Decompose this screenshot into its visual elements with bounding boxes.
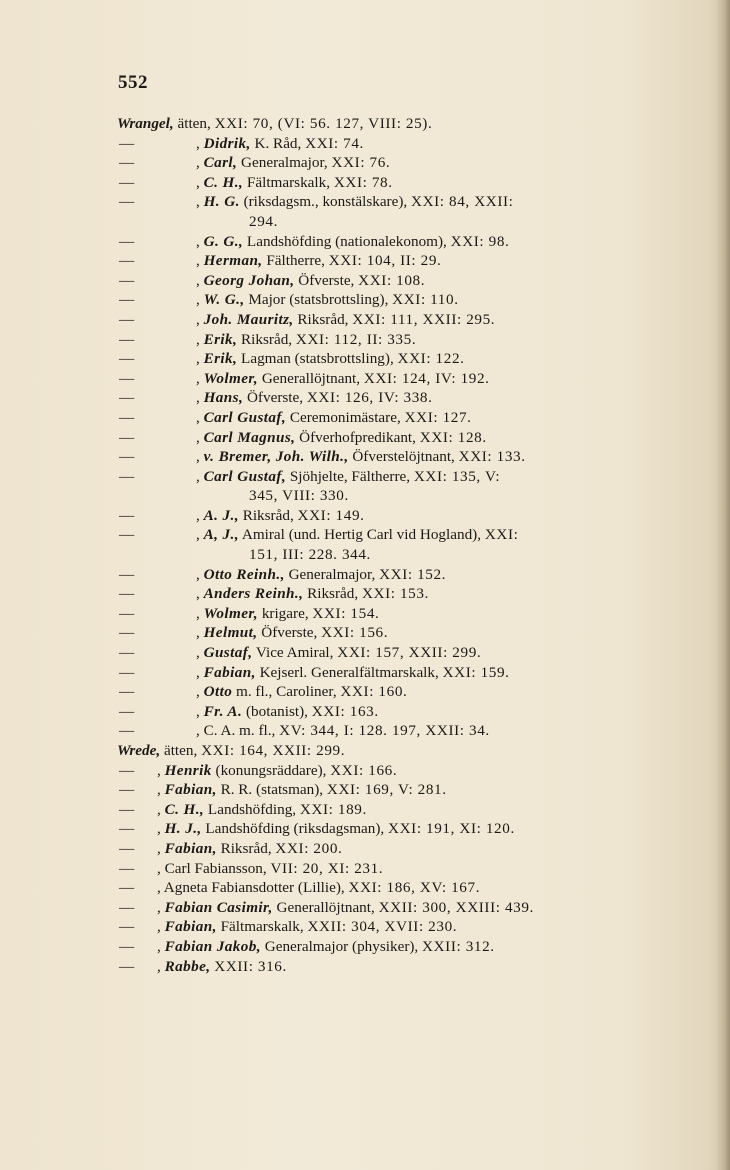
entry-line: — , A, J., Amiral (und. Hertig Carl vid Hogland), XXI: bbox=[119, 526, 519, 544]
index-entry bbox=[117, 506, 670, 526]
index-entry bbox=[117, 271, 670, 291]
index-entry bbox=[117, 369, 670, 389]
person-description: ätten, bbox=[177, 115, 211, 132]
volume-references: XV: 344, I: 128. 197, XXII: 34. bbox=[279, 722, 490, 740]
ditto-dash: — bbox=[119, 526, 135, 544]
entry-line: — , W. G., Major (statsbrottsling), XXI: 110. bbox=[119, 291, 459, 309]
person-description: Generalmajor, bbox=[288, 565, 376, 583]
person-name: Otto Reinh., bbox=[203, 565, 285, 583]
ditto-dash: — bbox=[119, 879, 135, 897]
index-entry bbox=[117, 682, 670, 702]
volume-references: XXI: 124, IV: 192. bbox=[363, 369, 490, 387]
person-description: Sjöhjelte, Fältherre, bbox=[289, 467, 411, 485]
entry-line: — , Otto m. fl., Caroliner, XXI: 160. bbox=[119, 683, 408, 701]
index-entry-family bbox=[117, 114, 670, 134]
person-description: Kejserl. Generalfältmarskalk, bbox=[259, 663, 439, 681]
volume-references: XXI: 186, XV: 167. bbox=[348, 879, 481, 897]
volume-references: XXI: 110. bbox=[392, 291, 459, 309]
person-name: Henrik bbox=[164, 761, 212, 779]
entry-line: — , Fabian, Riksråd, XXI: 200. bbox=[119, 839, 343, 857]
index-entry bbox=[117, 232, 670, 252]
entry-line: — , C. H., Landshöfding, XXI: 189. bbox=[119, 800, 367, 818]
person-name: Didrik, bbox=[203, 134, 251, 152]
entry-line: — , Henrik (konungsräddare), XXI: 166. bbox=[119, 761, 398, 779]
person-name: A. J., bbox=[203, 506, 239, 524]
person-description: K. Råd, bbox=[254, 134, 302, 152]
person-name: Joh. Mauritz, bbox=[203, 310, 294, 328]
person-name: Herman, bbox=[203, 252, 263, 270]
person-name: Carl Gustaf, bbox=[203, 408, 287, 426]
ditto-dash: — bbox=[119, 839, 135, 857]
entry-line: — , Didrik, K. Råd, XXI: 74. bbox=[119, 134, 364, 152]
person-description: Fältmarskalk, bbox=[246, 173, 331, 191]
entry-line: — , H. J., Landshöfding (riksdagsman), XXI: 191, XI: 120. bbox=[119, 820, 515, 838]
ditto-dash: — bbox=[119, 252, 135, 270]
person-description: Riksråd, bbox=[307, 585, 359, 603]
volume-references: XXI: 108. bbox=[358, 271, 426, 289]
index-entry bbox=[117, 290, 670, 310]
ditto-dash: — bbox=[119, 193, 135, 211]
entry-line: — , v. Bremer, Joh. Wilh., Öfverstelöjtnant, XXI: 133. bbox=[119, 448, 526, 466]
person-description: Öfverste, bbox=[298, 271, 355, 289]
entry-line: — , A. J., Riksråd, XXI: 149. bbox=[119, 506, 365, 524]
person-name: A, J., bbox=[203, 526, 239, 544]
person-name: Fabian, bbox=[164, 781, 217, 799]
index-entry bbox=[117, 604, 670, 624]
entry-line: — , C. A. m. fl., XV: 344, I: 128. 197, XXII: 34. bbox=[119, 722, 490, 740]
person-name: Fabian Jakob, bbox=[164, 937, 261, 955]
volume-references: XXI: bbox=[484, 526, 519, 544]
volume-references: XXI: 133. bbox=[458, 448, 526, 466]
ditto-dash: — bbox=[119, 173, 135, 191]
index-entry bbox=[117, 447, 670, 467]
family-name: Wrangel, bbox=[117, 115, 174, 132]
entry-line: — , Rabbe, XXII: 316. bbox=[119, 957, 287, 975]
volume-references: XXI: 149. bbox=[297, 506, 365, 524]
person-name: Anders Reinh., bbox=[203, 585, 304, 603]
entry-line: — , Fabian, R. R. (statsman), XXI: 169, V: 281. bbox=[119, 781, 447, 799]
ditto-dash: — bbox=[119, 428, 135, 446]
index-entry bbox=[117, 251, 670, 271]
volume-references: XXI: 128. bbox=[419, 428, 487, 446]
person-description: Öfverhofpredikant, bbox=[299, 428, 416, 446]
person-name: Wolmer, bbox=[203, 604, 259, 622]
volume-references: XXI: 169, V: 281. bbox=[326, 781, 447, 799]
index-entry bbox=[117, 859, 670, 879]
person-description: Amiral (und. Hertig Carl vid Hogland), bbox=[241, 526, 482, 544]
entry-line: — , Fabian Casimir, Generallöjtnant, XXII: 300, XXIII: 439. bbox=[119, 898, 534, 916]
ditto-dash: — bbox=[119, 330, 135, 348]
index-entry bbox=[117, 761, 670, 781]
person-description: C. A. m. fl., bbox=[203, 722, 276, 740]
entry-line: — , Gustaf, Vice Amiral, XXI: 157, XXII: 299. bbox=[119, 644, 482, 662]
volume-references: XXI: 84, XXII: bbox=[411, 193, 514, 211]
entry-line: — , Agneta Fabiansdotter (Lillie), XXI: 186, XV: 167. bbox=[119, 879, 481, 897]
person-name: Gustaf, bbox=[203, 644, 253, 662]
volume-references-continued: 345, VIII: 330. bbox=[249, 487, 349, 505]
person-description: Riksråd, bbox=[220, 839, 272, 857]
volume-references: XXI: 189. bbox=[299, 800, 367, 818]
person-description: (konungsräddare), bbox=[215, 761, 327, 779]
ditto-dash: — bbox=[119, 565, 135, 583]
ditto-dash: — bbox=[119, 918, 135, 936]
entry-line: — , Carl Gustaf, Ceremonimästare, XXI: 127. bbox=[119, 408, 472, 426]
person-description: Landshöfding (riksdagsman), bbox=[205, 820, 385, 838]
entry-line: — , G. G., Landshöfding (nationalekonom), XXI: 98. bbox=[119, 232, 510, 250]
entry-line: — , H. G. (riksdagsm., konstälskare), XXI: 84, XXII: bbox=[119, 193, 514, 211]
person-name: H. J., bbox=[164, 820, 202, 838]
entry-line: — , Otto Reinh., Generalmajor, XXI: 152. bbox=[119, 565, 447, 583]
ditto-dash: — bbox=[119, 800, 135, 818]
volume-references: XXI: 166. bbox=[330, 761, 398, 779]
person-description: m. fl., Caroliner, bbox=[236, 683, 337, 701]
volume-references: XXI: 200. bbox=[275, 839, 343, 857]
ditto-dash: — bbox=[119, 702, 135, 720]
person-description: Lagman (statsbrottsling), bbox=[241, 350, 394, 368]
person-name: G. G., bbox=[203, 232, 244, 250]
person-name: C. H., bbox=[203, 173, 244, 191]
volume-references: XXII: 304, XVII: 230. bbox=[307, 918, 458, 936]
entry-line bbox=[117, 114, 670, 134]
volume-references: XXI: 160. bbox=[340, 683, 408, 701]
volume-references: XXI: 191, XI: 120. bbox=[388, 820, 515, 838]
person-description: Öfverste, bbox=[261, 624, 318, 642]
volume-references: XXI: 159. bbox=[442, 663, 510, 681]
person-description: (riksdagsm., konstälskare), bbox=[243, 193, 408, 211]
ditto-dash: — bbox=[119, 604, 135, 622]
person-name: Carl Magnus, bbox=[203, 428, 296, 446]
volume-references: XXI: 157, XXII: 299. bbox=[337, 644, 482, 662]
index-entry bbox=[117, 878, 670, 898]
index-entry bbox=[117, 408, 670, 428]
person-name: Hans, bbox=[203, 389, 244, 407]
ditto-dash: — bbox=[119, 722, 135, 740]
person-name: Carl Gustaf, bbox=[203, 467, 287, 485]
volume-references: XXI: 153. bbox=[361, 585, 429, 603]
ditto-dash: — bbox=[119, 408, 135, 426]
entry-line: — , Helmut, Öfverste, XXI: 156. bbox=[119, 624, 389, 642]
ditto-dash: — bbox=[119, 271, 135, 289]
volume-references: XXI: 135, V: bbox=[413, 467, 501, 485]
index-entry bbox=[117, 898, 670, 918]
index-entry bbox=[117, 173, 670, 193]
volume-references: XXI: 156. bbox=[321, 624, 389, 642]
index-entry bbox=[117, 623, 670, 643]
ditto-dash: — bbox=[119, 644, 135, 662]
person-name: Fabian, bbox=[164, 918, 217, 936]
volume-references: XXII: 300, XXIII: 439. bbox=[378, 898, 534, 916]
person-description: Agneta Fabiansdotter (Lillie), bbox=[163, 879, 345, 897]
ditto-dash: — bbox=[119, 291, 135, 309]
ditto-dash: — bbox=[119, 350, 135, 368]
person-name: Fabian, bbox=[203, 663, 256, 681]
person-description: Öfverste, bbox=[246, 389, 304, 407]
ditto-dash: — bbox=[119, 134, 135, 152]
ditto-dash: — bbox=[119, 781, 135, 799]
ditto-dash: — bbox=[119, 448, 135, 466]
ditto-dash: — bbox=[119, 154, 135, 172]
entry-line: — , Carl Magnus, Öfverhofpredikant, XXI: 128. bbox=[119, 428, 487, 446]
page-number: 552 bbox=[118, 72, 148, 93]
index-entry bbox=[117, 702, 670, 722]
ditto-dash: — bbox=[119, 389, 135, 407]
entry-line: — , Fr. A. (botanist), XXI: 163. bbox=[119, 702, 379, 720]
entry-line: — , Anders Reinh., Riksråd, XXI: 153. bbox=[119, 585, 429, 603]
index-entry bbox=[117, 565, 670, 585]
index-entry bbox=[117, 643, 670, 663]
entry-line: — , Erik, Lagman (statsbrottsling), XXI: 122. bbox=[119, 350, 465, 368]
entry-line: — , Hans, Öfverste, XXI: 126, IV: 338. bbox=[119, 389, 433, 407]
person-name: Carl, bbox=[203, 154, 238, 172]
index-entry bbox=[117, 525, 670, 564]
volume-references: XXI: 126, IV: 338. bbox=[306, 389, 433, 407]
person-description: Generallöjtnant, bbox=[276, 898, 375, 916]
ditto-dash: — bbox=[119, 898, 135, 916]
person-description: (botanist), bbox=[245, 702, 308, 720]
ditto-dash: — bbox=[119, 506, 135, 524]
volume-references: XXI: 104, II: 29. bbox=[328, 252, 442, 270]
index-entry bbox=[117, 917, 670, 937]
index-entry bbox=[117, 134, 670, 154]
entry-line: — , Georg Johan, Öfverste, XXI: 108. bbox=[119, 271, 426, 289]
person-description: Riksråd, bbox=[297, 310, 349, 328]
entry-line: — , Joh. Mauritz, Riksråd, XXI: 111, XXII: 295. bbox=[119, 310, 496, 328]
index-entry bbox=[117, 349, 670, 369]
ditto-dash: — bbox=[119, 937, 135, 955]
person-description: R. R. (statsman), bbox=[220, 781, 324, 799]
index-entry bbox=[117, 330, 670, 350]
person-name: C. H., bbox=[164, 800, 205, 818]
entry-line: — , Wolmer, Generallöjtnant, XXI: 124, IV: 192. bbox=[119, 369, 490, 387]
volume-references: XXI: 127. bbox=[404, 408, 472, 426]
person-description: Ceremonimästare, bbox=[289, 408, 401, 426]
volume-references: XXI: 98. bbox=[450, 232, 510, 250]
index-entry bbox=[117, 153, 670, 173]
entry-line: — , C. H., Fältmarskalk, XXI: 78. bbox=[119, 173, 393, 191]
index-entry bbox=[117, 192, 670, 231]
volume-references-continued: 151, III: 228. 344. bbox=[249, 546, 371, 564]
entry-line: — , Herman, Fältherre, XXI: 104, II: 29. bbox=[119, 252, 442, 270]
volume-references: XXI: 152. bbox=[379, 565, 447, 583]
index-entry bbox=[117, 584, 670, 604]
volume-references: XXI: 163. bbox=[311, 702, 379, 720]
entry-line: — , Fabian, Fältmarskalk, XXII: 304, XVII: 230. bbox=[119, 918, 458, 936]
index-entry bbox=[117, 428, 670, 448]
ditto-dash: — bbox=[119, 820, 135, 838]
ditto-dash: — bbox=[119, 624, 135, 642]
index-entry bbox=[117, 937, 670, 957]
index-entry bbox=[117, 800, 670, 820]
person-description: Carl Fabiansson, bbox=[164, 859, 267, 877]
volume-references: XXI: 122. bbox=[397, 350, 465, 368]
person-name: Erik, bbox=[203, 330, 238, 348]
person-name: Rabbe, bbox=[164, 957, 211, 975]
volume-references: XXI: 154. bbox=[312, 604, 380, 622]
index-entry bbox=[117, 467, 670, 506]
index-entry bbox=[117, 388, 670, 408]
volume-references: XXI: 74. bbox=[305, 134, 364, 152]
entry-line: — , Erik, Riksråd, XXI: 112, II: 335. bbox=[119, 330, 417, 348]
person-description: Öfverstelöjtnant, bbox=[352, 448, 455, 466]
index-entry bbox=[117, 780, 670, 800]
volume-references-continued: 294. bbox=[249, 212, 278, 230]
index-entry-family bbox=[117, 741, 670, 761]
ditto-dash: — bbox=[119, 761, 135, 779]
person-description: Generallöjtnant, bbox=[261, 369, 361, 387]
ditto-dash: — bbox=[119, 957, 135, 975]
person-description: krigare, bbox=[261, 604, 309, 622]
entry-line: — , Carl, Generalmajor, XXI: 76. bbox=[119, 154, 391, 172]
index-entry bbox=[117, 839, 670, 859]
person-name: H. G. bbox=[203, 193, 240, 211]
family-name: Wrede, bbox=[117, 742, 161, 759]
person-description: Fältherre, bbox=[266, 252, 325, 270]
person-description: Riksråd, bbox=[242, 506, 294, 524]
person-description: Generalmajor, bbox=[241, 154, 328, 172]
volume-references: XXI: 70, (VI: 56. 127, VIII: 25). bbox=[214, 115, 433, 132]
entry-line: — , Carl Gustaf, Sjöhjelte, Fältherre, XXI: 135, V: bbox=[119, 467, 501, 485]
volume-references: XXII: 316. bbox=[214, 957, 287, 975]
volume-references: XXII: 312. bbox=[422, 937, 495, 955]
person-description: Riksråd, bbox=[241, 330, 293, 348]
ditto-dash: — bbox=[119, 369, 135, 387]
volume-references: XXI: 164, XXII: 299. bbox=[201, 742, 346, 759]
entry-line: — , Wolmer, krigare, XXI: 154. bbox=[119, 604, 380, 622]
person-description: Landshöfding, bbox=[207, 800, 297, 818]
entry-line: — , Fabian, Kejserl. Generalfältmarskalk, XXI: 159. bbox=[119, 663, 510, 681]
index-entries bbox=[117, 114, 670, 976]
index-entry bbox=[117, 819, 670, 839]
index-entry bbox=[117, 721, 670, 741]
ditto-dash: — bbox=[119, 467, 135, 485]
entry-line: — , Carl Fabiansson, VII: 20, XI: 231. bbox=[119, 859, 384, 877]
ditto-dash: — bbox=[119, 585, 135, 603]
ditto-dash: — bbox=[119, 859, 135, 877]
volume-references: XXI: 111, XXII: 295. bbox=[352, 310, 496, 328]
index-entry bbox=[117, 663, 670, 683]
index-entry bbox=[117, 310, 670, 330]
person-name: Fr. A. bbox=[203, 702, 243, 720]
person-name: Erik, bbox=[203, 350, 238, 368]
person-name: v. Bremer, Joh. Wilh., bbox=[203, 448, 349, 466]
volume-references: VII: 20, XI: 231. bbox=[270, 859, 384, 877]
person-name: Otto bbox=[203, 683, 233, 701]
ditto-dash: — bbox=[119, 663, 135, 681]
volume-references: XXI: 112, II: 335. bbox=[295, 330, 417, 348]
person-description: ätten, bbox=[163, 742, 198, 759]
person-name: Helmut, bbox=[203, 624, 258, 642]
page-edge-shadow bbox=[716, 0, 730, 1170]
person-description: Generalmajor (physiker), bbox=[264, 937, 419, 955]
person-name: Fabian Casimir, bbox=[164, 898, 273, 916]
person-description: Landshöfding (nationalekonom), bbox=[246, 232, 447, 250]
person-name: Fabian, bbox=[164, 839, 217, 857]
person-description: Fältmarskalk, bbox=[220, 918, 304, 936]
ditto-dash: — bbox=[119, 683, 135, 701]
person-description: Vice Amiral, bbox=[255, 644, 334, 662]
ditto-dash: — bbox=[119, 232, 135, 250]
entry-line: — , Fabian Jakob, Generalmajor (physiker), XXII: 312. bbox=[119, 937, 495, 955]
entry-line bbox=[117, 741, 670, 761]
index-entry bbox=[117, 957, 670, 977]
ditto-dash: — bbox=[119, 310, 135, 328]
volume-references: XXI: 78. bbox=[333, 173, 393, 191]
volume-references: XXI: 76. bbox=[331, 154, 391, 172]
person-description: Major (statsbrottsling), bbox=[248, 291, 389, 309]
person-name: Wolmer, bbox=[203, 369, 259, 387]
person-name: W. G., bbox=[203, 291, 245, 309]
person-name: Georg Johan, bbox=[203, 271, 295, 289]
